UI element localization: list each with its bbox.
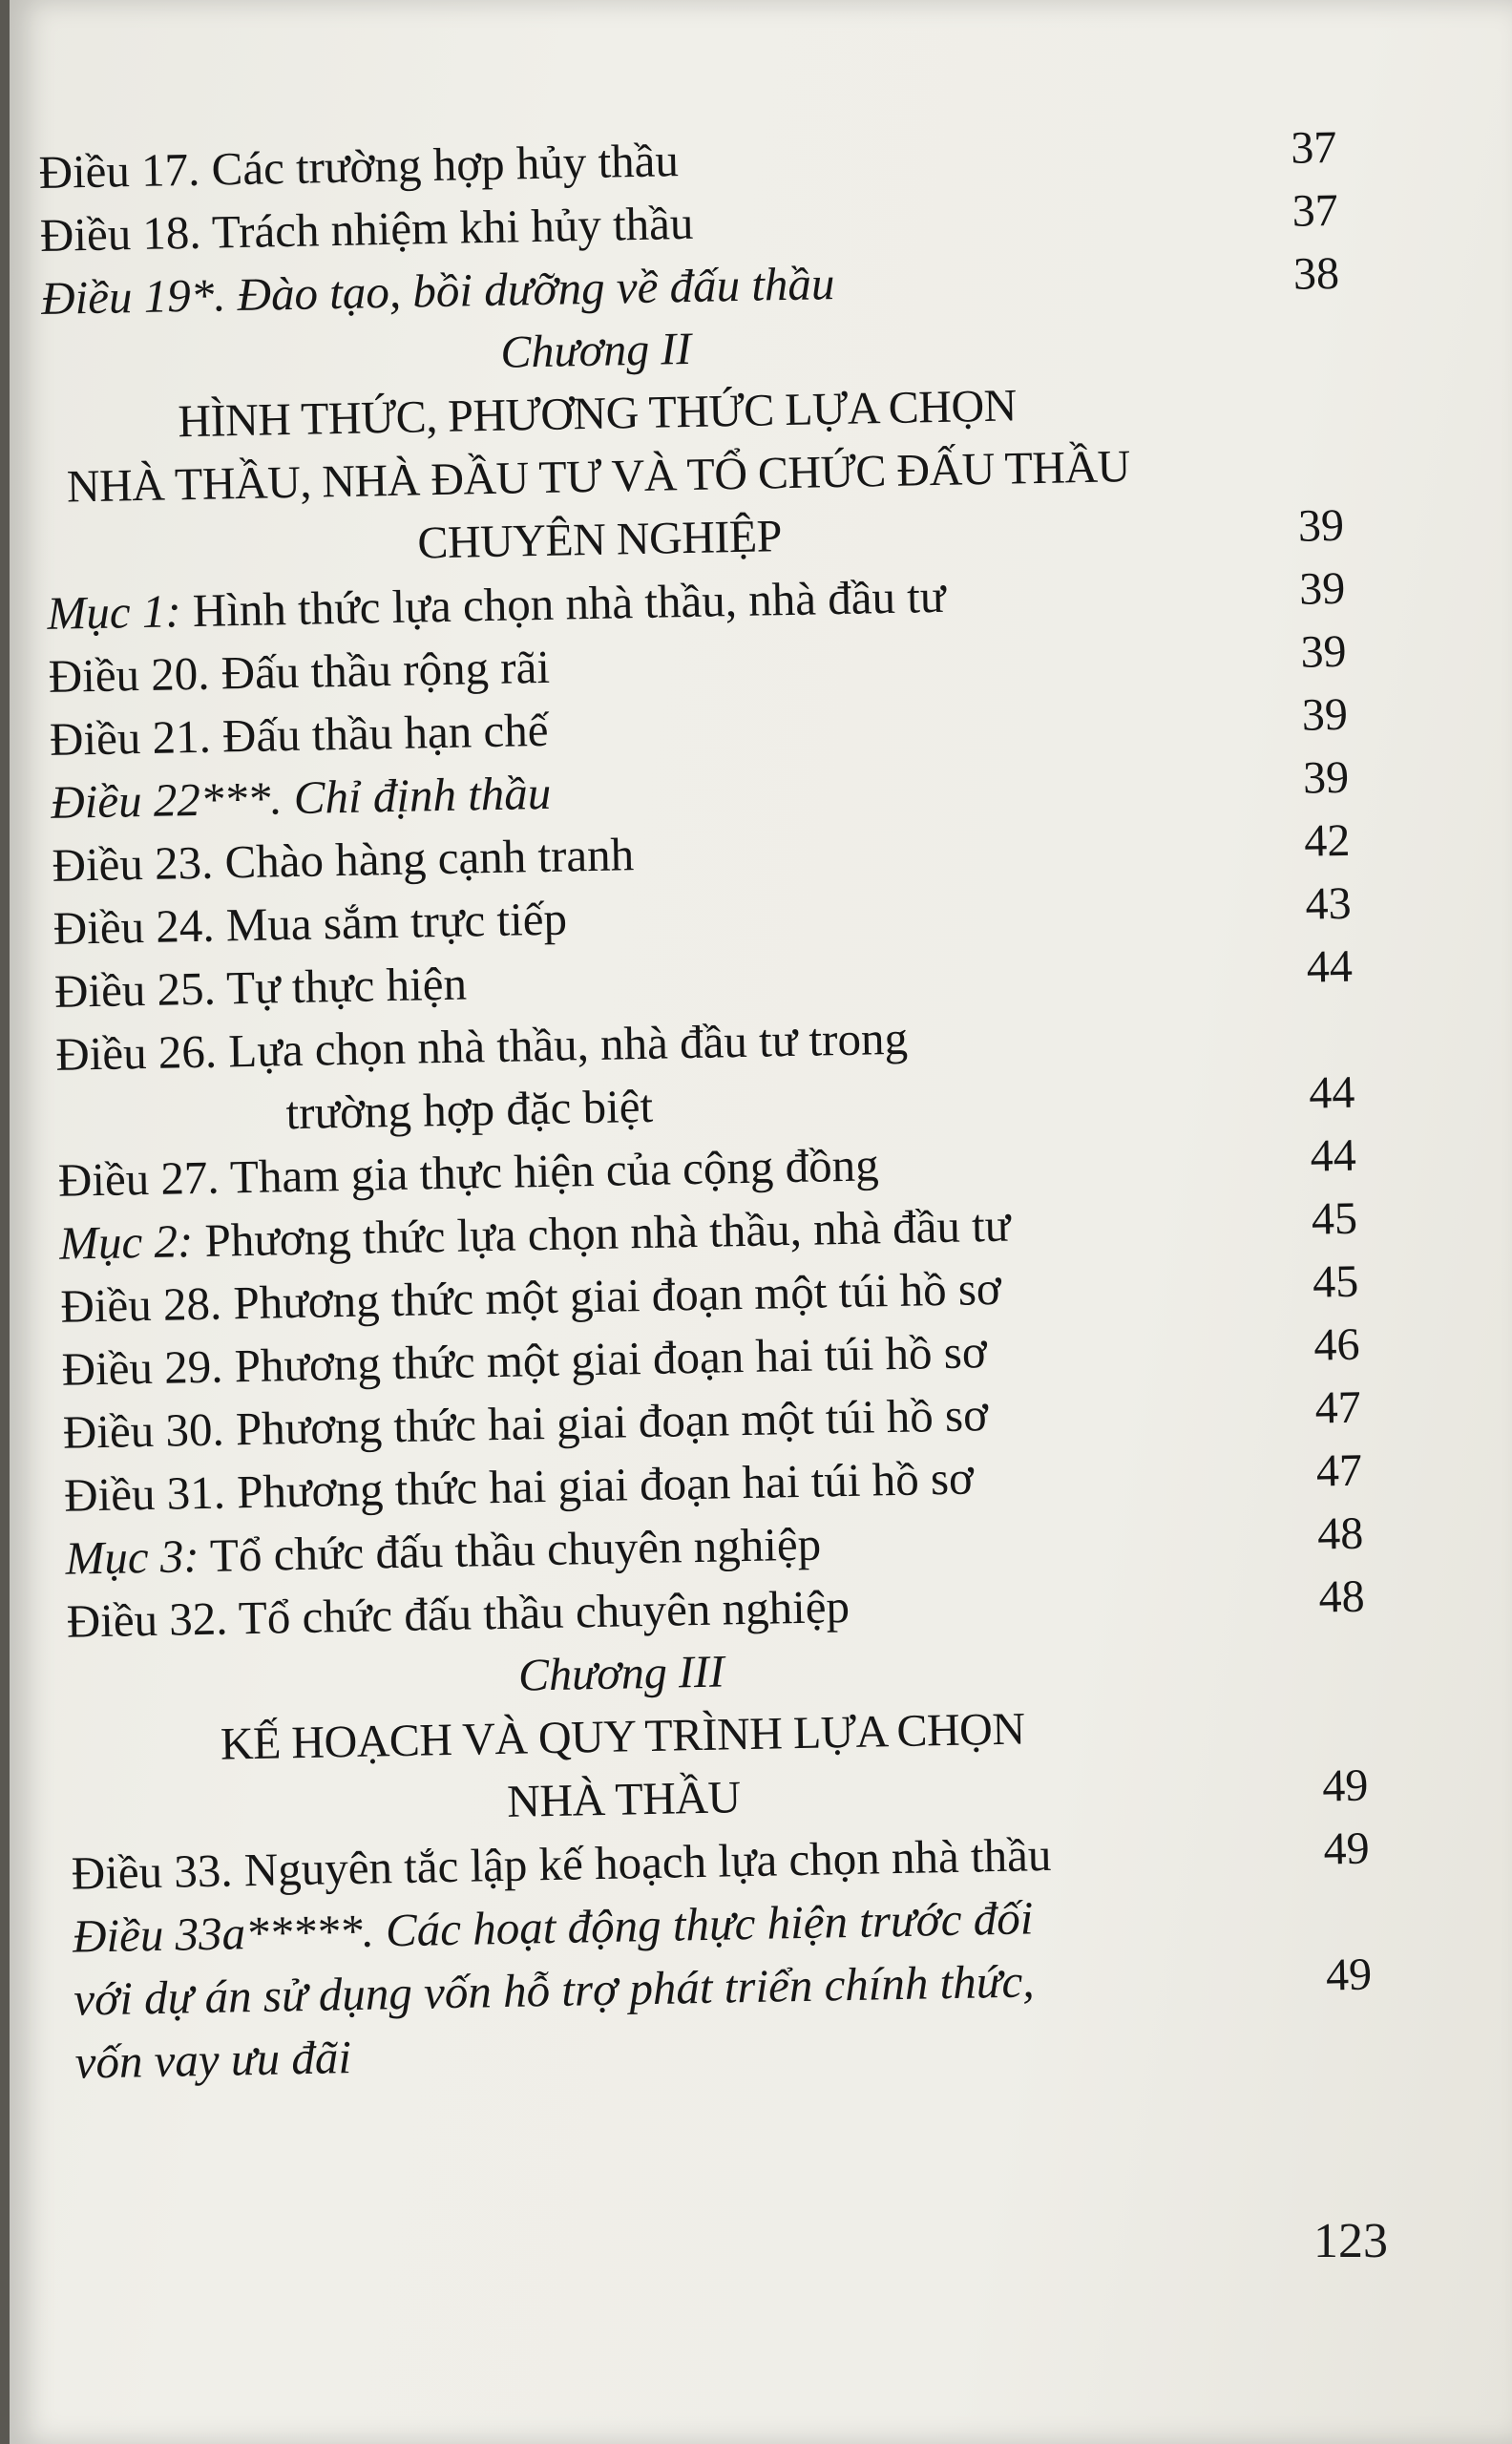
entry-page: 39 <box>1300 625 1348 678</box>
entry-page: 46 <box>1312 1318 1360 1371</box>
entry-page: 48 <box>1318 1570 1366 1623</box>
entry-page: 48 <box>1316 1507 1364 1560</box>
entry-title: Điều 28. Phương thức một giai đoạn một túi hồ sơ <box>59 1261 1002 1333</box>
entry-title: Điều 21. Đấu thầu hạn chế <box>49 703 549 766</box>
entry-title: Điều 19*. Đào tạo, bồi dưỡng về đấu thầu <box>40 257 835 325</box>
table-of-contents <box>38 116 1412 2094</box>
entry-title-continued: với dự án sử dụng vốn hỗ trợ phát triển chính thức, <box>73 1954 1035 2026</box>
entry-page: 44 <box>1306 940 1354 993</box>
entry-page: 37 <box>1290 121 1337 174</box>
entry-page: 49 <box>1325 1949 1373 2001</box>
entry-title: Điều 22***. Chỉ định thầu <box>50 766 552 829</box>
chapter-2-heading-line-2: NHÀ THẦU, NHÀ ĐẦU TƯ VÀ TỔ CHỨC ĐẤU THẦU <box>66 441 1131 513</box>
entry-title-continued: trường hợp đặc biệt <box>285 1079 654 1140</box>
chapter-3-label: Chương III <box>517 1646 725 1701</box>
entry-page: 44 <box>1308 1066 1355 1119</box>
entry-title: Điều 20. Đấu thầu rộng rãi <box>48 640 551 703</box>
page-number: 123 <box>1313 2214 1388 2268</box>
section-text: Tổ chức đấu thầu chuyên nghiệp <box>199 1517 822 1583</box>
entry-title: Điều 17. Các trường hợp hủy thầu <box>38 134 680 199</box>
entry-title: Điều 25. Tự thực hiện <box>53 957 468 1018</box>
entry-title-continued: vốn vay ưu đãi <box>74 2031 352 2089</box>
chapter-3-heading-line-1: KẾ HOẠCH VÀ QUY TRÌNH LỰA CHỌN <box>220 1703 1025 1770</box>
entry-title: Điều 33a*****. Các hoạt động thực hiện trước đối <box>72 1891 1034 1963</box>
chapter-2-label: Chương II <box>499 323 692 378</box>
entry-page: 45 <box>1312 1255 1359 1308</box>
entry-title: Điều 33. Nguyên tắc lập kế hoạch lựa chọn nhà thầu <box>71 1827 1052 1900</box>
chapter-3-page: 49 <box>1321 1759 1369 1812</box>
entry-page: 38 <box>1292 247 1340 300</box>
entry-title: Điều 24. Mua sắm trực tiếp <box>52 892 568 955</box>
entry-page: 43 <box>1305 877 1353 930</box>
section-prefix: Mục 3: <box>64 1529 200 1585</box>
chapter-2-heading-text: CHUYÊN NGHIỆP <box>416 511 783 569</box>
entry-title: Điều 26. Lựa chọn nhà thầu, nhà đầu tư trong <box>54 1011 909 1081</box>
entry-title: Điều 29. Phương thức một giai đoạn hai túi hồ sơ <box>61 1325 988 1396</box>
entry-page: 39 <box>1301 688 1349 741</box>
entry-title: Điều 31. Phương thức hai giai đoạn hai túi hồ sơ <box>63 1451 975 1522</box>
entry-page: 44 <box>1310 1129 1357 1182</box>
entry-page: 45 <box>1311 1192 1358 1245</box>
section-prefix: Mục 2: <box>58 1214 194 1270</box>
entry-page: 39 <box>1298 562 1346 615</box>
entry-page: 39 <box>1302 751 1350 804</box>
chapter-2-heading-line-1: HÌNH THỨC, PHƯƠNG THỨC LỰA CHỌN <box>177 380 1018 448</box>
chapter-3-heading-text: NHÀ THẦU <box>506 1772 742 1827</box>
entry-title: Điều 23. Chào hàng cạnh tranh <box>52 828 635 892</box>
chapter-2-page: 39 <box>1297 499 1345 552</box>
section-prefix: Mục 1: <box>46 584 182 640</box>
entry-page: 47 <box>1314 1381 1362 1434</box>
entry-page: 42 <box>1303 814 1351 867</box>
book-page <box>10 0 1512 2444</box>
entry-title: Điều 18. Trách nhiệm khi hủy thầu <box>39 196 694 262</box>
section-text: Phương thức lựa chọn nhà thầu, nhà đầu tư <box>192 1198 1011 1268</box>
entry-page: 37 <box>1292 184 1339 237</box>
entry-title: Điều 30. Phương thức hai giai đoạn một túi hồ sơ <box>62 1388 989 1459</box>
section-text: Hình thức lựa chọn nhà thầu, nhà đầu tư <box>180 569 946 638</box>
entry-page: 49 <box>1323 1822 1371 1875</box>
entry-page: 47 <box>1315 1444 1363 1497</box>
entry-title: Điều 32. Tổ chức đấu thầu chuyên nghiệp <box>66 1579 850 1648</box>
entry-title: Điều 27. Tham gia thực hiện của cộng đồng <box>57 1138 880 1207</box>
